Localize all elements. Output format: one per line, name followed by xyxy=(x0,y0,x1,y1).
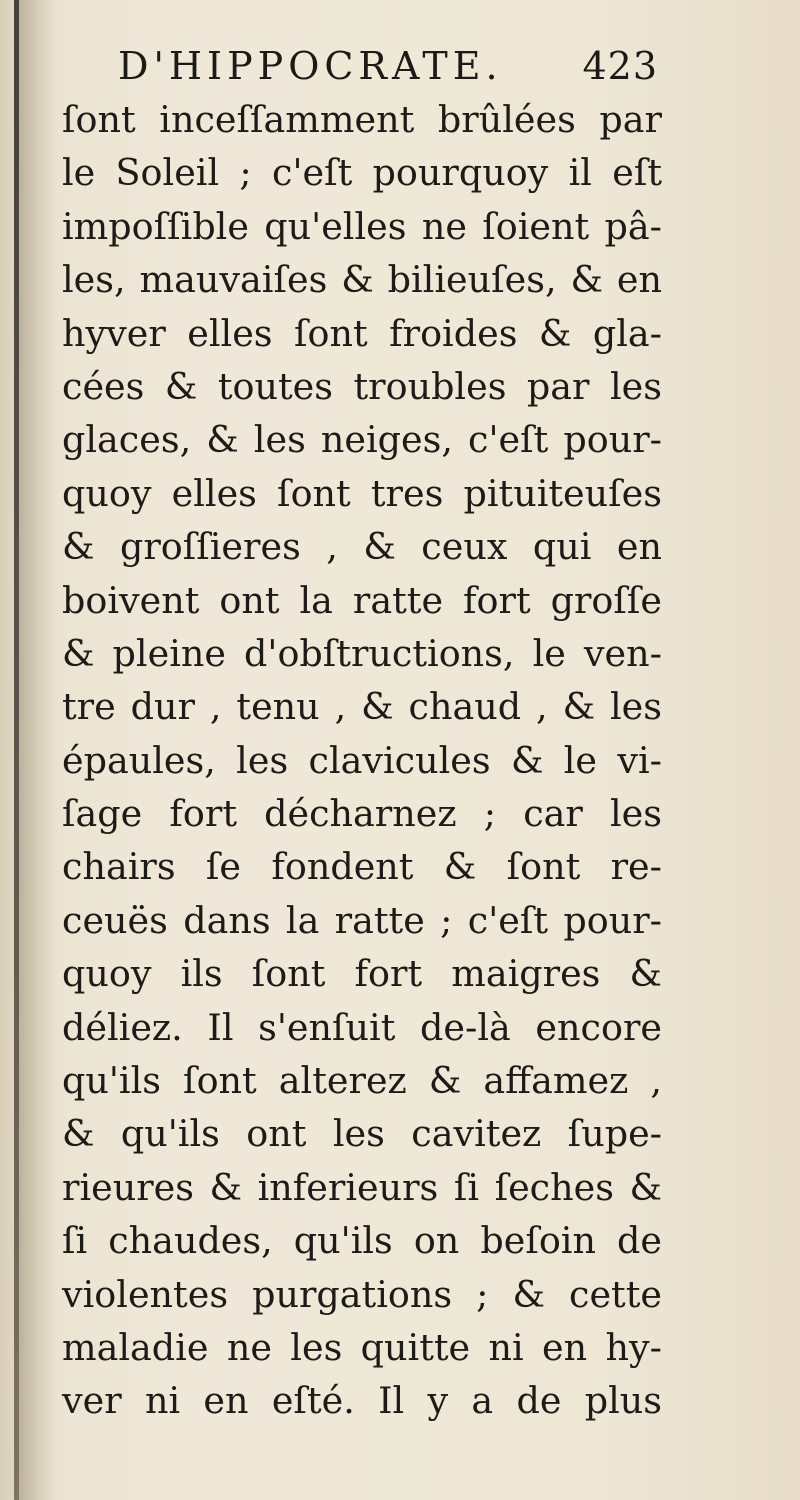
page-number: 423 xyxy=(582,44,658,88)
text-line: impoſſible qu'elles ne ſoient pâ- xyxy=(62,204,662,248)
text-line: ſage fort décharnez ; car les xyxy=(62,792,662,836)
body-text xyxy=(62,93,662,1428)
text-line: ſi chaudes, qu'ils on beſoin de xyxy=(62,1219,662,1263)
text-line: rieures & inferieurs ſi ſeches & xyxy=(62,1165,662,1209)
text-line: cées & toutes troubles par les xyxy=(62,364,662,408)
text-line: & pleine d'obſtructions, le ven- xyxy=(62,631,662,675)
text-line: glaces, & les neiges, c'eſt pour- xyxy=(62,418,662,462)
text-line: ver ni en eſté. Il y a de plus xyxy=(62,1379,662,1423)
text-line: violentes purgations ; & cette xyxy=(62,1272,662,1316)
text-line: & qu'ils ont les cavitez ſupe- xyxy=(62,1112,662,1156)
text-line: tre dur , tenu , & chaud , & les xyxy=(62,685,662,729)
text-line: épaules, les clavicules & le vi- xyxy=(62,738,662,782)
text-line: hyver elles ſont froides & gla- xyxy=(62,311,662,355)
text-line: quoy ils ſont fort maigres & xyxy=(62,952,662,996)
text-line: quoy elles ſont tres pituiteuſes xyxy=(62,471,662,515)
text-line: qu'ils ſont alterez & affamez , xyxy=(62,1059,662,1103)
text-line: boivent ont la ratte fort groſſe xyxy=(62,578,662,622)
text-line: maladie ne les quitte ni en hy- xyxy=(62,1325,662,1369)
text-line: déliez. Il s'enſuit de-là encore xyxy=(62,1005,662,1049)
text-line: le Soleil ; c'eſt pourquoy il eſt xyxy=(62,151,662,195)
running-head: D'HIPPOCRATE. xyxy=(118,44,503,88)
book-gutter xyxy=(14,0,19,1500)
text-line: & groſſieres , & ceux qui en xyxy=(62,525,662,569)
text-line: ceuës dans la ratte ; c'eſt pour- xyxy=(62,898,662,942)
page-header xyxy=(118,44,658,94)
text-line: chairs ſe fondent & ſont re- xyxy=(62,845,662,889)
text-line: ſont inceſſamment brûlées par xyxy=(62,98,662,141)
text-line: les, mauvaiſes & bilieuſes, & en xyxy=(62,258,662,302)
gutter-shadow xyxy=(19,0,59,1500)
